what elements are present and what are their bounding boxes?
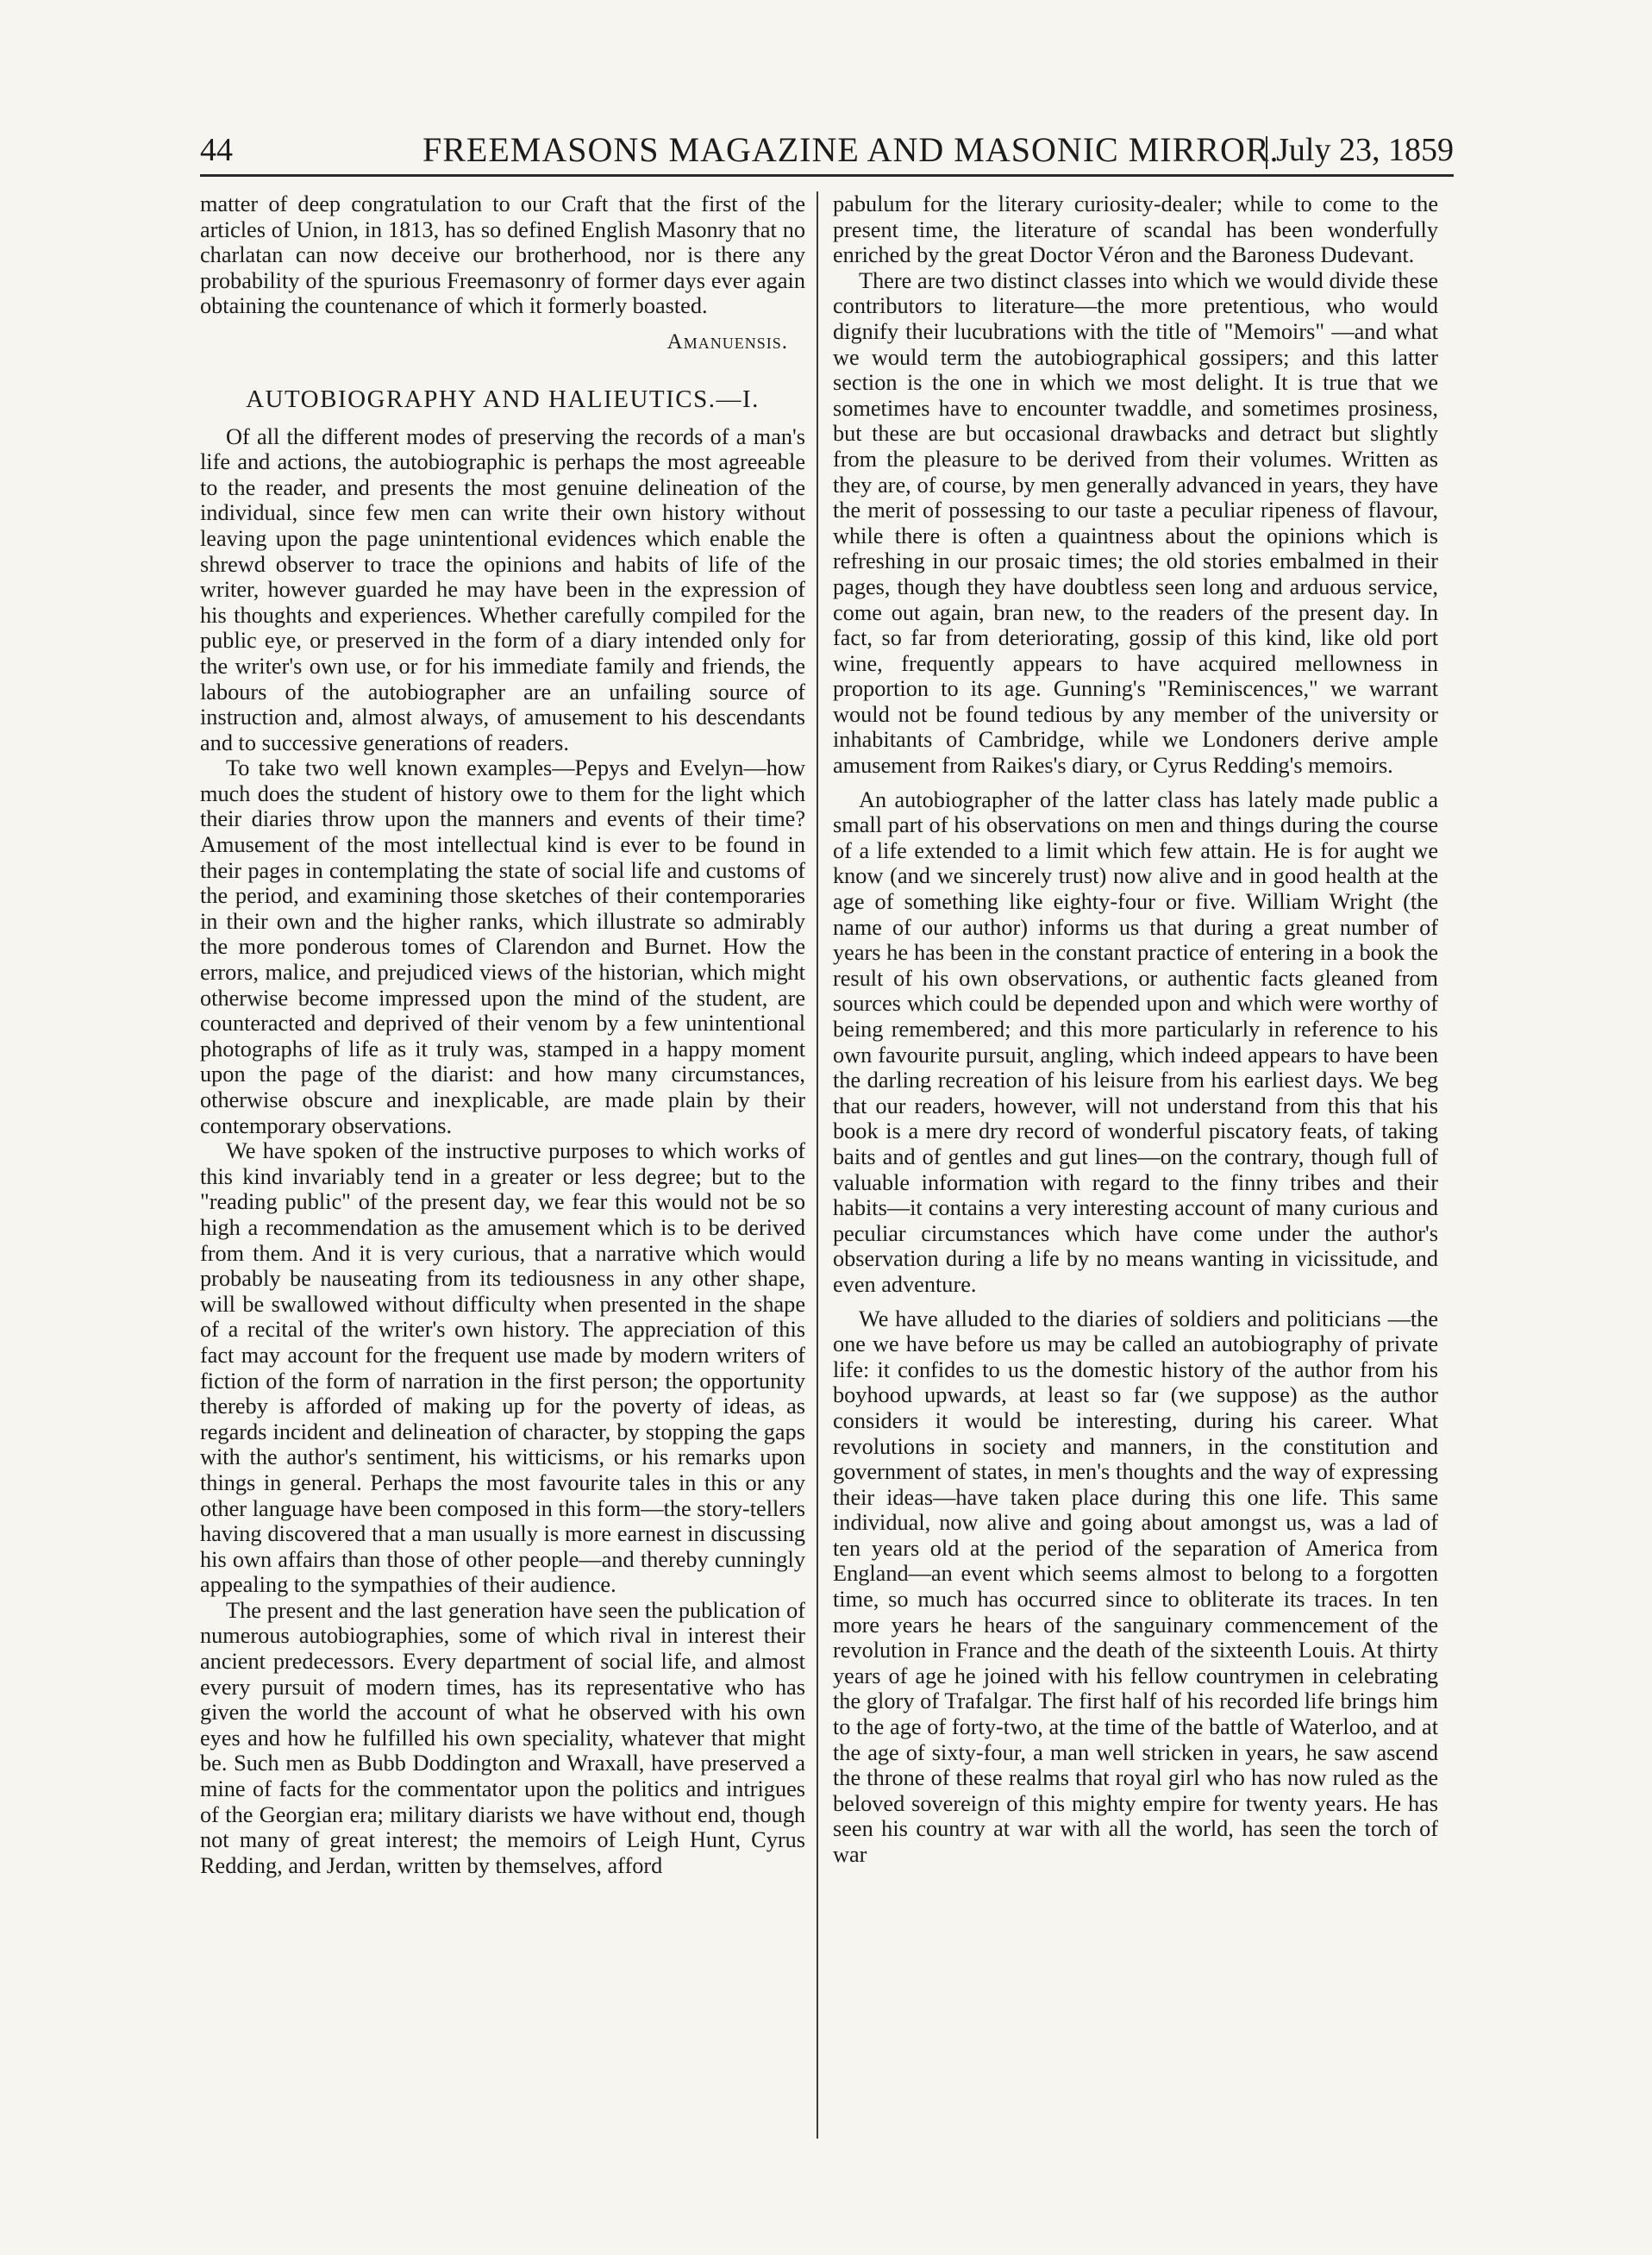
header-divider xyxy=(1266,136,1267,169)
continued-paragraph: matter of deep congratulation to our Craft that the first of the articles of Union, in 1813, has so defined English Masonry that no charlatan can now deceive our brotherhood, nor is there any probability of the spurious Freemasonry of former days ever again obtaining the countenance of which it formerly boasted. xyxy=(200,191,805,319)
issue-date: July 23, 1859 xyxy=(1276,132,1454,168)
column-divider xyxy=(817,191,818,2139)
article-paragraph: pabulum for the literary curiosity-dealer; while to come to the present time, the literature of scandal has been wonderfully enriched by the great Doctor Véron and the Baroness Dudevant. xyxy=(833,191,1438,268)
right-column xyxy=(833,191,1438,1868)
article-title: AUTOBIOGRAPHY AND HALIEUTICS.—I. xyxy=(246,385,760,413)
article-paragraph: We have spoken of the instructive purposes to which works of this kind invariably tend in a greater or less degree; but to the "reading public" of the present day, we fear this would not be so high a recommendation as the amusement which is to be derived from them. And it is very curious, that a narrative which would probably be nauseating from its tediousness in any other shape, will be swallowed without difficulty when presented in the shape of a recital of the writer's own history. The appreciation of this fact may account for the frequent use made by modern writers of fiction of the form of narration in the first person; the opportunity thereby is afforded of making up for the poverty of ideas, as regards incident and delineation of character, by stopping the gaps with the author's sentiment, his witticisms, or his remarks upon things in general. Perhaps the most favourite tales in this or any other language have been composed in this form—the story-tellers having discovered that a man usually is more earnest in discussing his own affairs than those of other people—and thereby cunningly appealing to the sympathies of their audience. xyxy=(200,1138,805,1598)
article-paragraph: We have alluded to the diaries of soldiers and politicians —the one we have before us may be called an autobiography of private life: it confides to us the domestic history of the author from his boyhood upwards, at least so far (we suppose) as the author considers it would be interesting, during his career. What revolutions in society and manners, in the constitution and government of states, in men's thoughts and the way of expressing their ideas—have taken place during this one life. This same individual, now alive and going about amongst us, was a lad of ten years old at the period of the separation of America from England—an event which seems almost to belong to a forgotten time, so much has occurred since to obliterate its traces. In ten more years he hears of the sanguinary commencement of the revolution in France and the death of the sixteenth Louis. At thirty years of age he joined with his fellow countrymen in celebrating the glory of Trafalgar. The first half of his recorded life brings him to the age of forty-two, at the time of the battle of Waterloo, and at the age of sixty-four, a man well stricken in years, he saw ascend the throne of these realms that royal girl who has now ruled as the beloved sovereign of this mighty empire for twenty years. He has seen his country at war with all the world, has seen the torch of war xyxy=(833,1306,1438,1867)
issue-date-block xyxy=(1266,131,1454,169)
article-paragraph: To take two well known examples—Pepys and Evelyn—how much does the student of history owe to them for the light which their diaries throw upon the manners and events of their time? Amusement of the most intellectual kind is ever to be found in their pages in contemplating the state of social life and customs of the period, and examining those sketches of their contemporaries in their own and the higher ranks, which illustrate so admirably the more ponderous tomes of Clarendon and Burnet. How the errors, malice, and prejudiced views of the historian, which might otherwise become impressed upon the mind of the student, are counteracted and deprived of their venom by a few unintentional photographs of life as it truly was, stamped in a happy moment upon the page of the diarist: and how many circumstances, otherwise obscure and inexplicable, are made plain by their contemporary observations. xyxy=(200,755,805,1138)
page-header xyxy=(200,126,1454,177)
article-paragraph: Of all the different modes of preserving the records of a man's life and actions, the autobiographic is perhaps the most agreeable to the reader, and presents the most genuine delineation of the individual, since few men can write their own history without leaving upon the page unintentional evidences which enable the shrewd observer to trace the opinions and habits of life of the writer, however guarded he may have been in the expression of his thoughts and experiences. Whether carefully compiled for the public eye, or preserved in the form of a diary intended only for the writer's own use, or for his immediate family and friends, the labours of the autobiographer are an unfailing source of instruction and, almost always, of amusement to his descendants and to successive generations of readers. xyxy=(200,423,805,755)
masthead-title: FREEMASONS MAGAZINE AND MASONIC MIRROR. xyxy=(422,130,1280,169)
left-column xyxy=(200,191,805,1878)
article-paragraph: The present and the last generation have seen the publication of numerous autobiographies, some of which rival in interest their ancient predecessors. Every department of social life, and almost every pursuit of modern times, has its representative who has given the world the account of what he observed with his own eyes and how he fulfilled his own speciality, whatever that might be. Such men as Bubb Doddington and Wraxall, have preserved a mine of facts for the commentator upon the politics and intrigues of the Georgian era; military diarists we have without end, though not many of great interest; the memoirs of Leigh Hunt, Cyrus Redding, and Jerdan, written by themselves, afford xyxy=(200,1597,805,1878)
article-paragraph: There are two distinct classes into which we would divide these contributors to literature—the more pretentious, who would dignify their lucubrations with the title of "Memoirs" —and what we would term the autobiographical gossipers; and this latter section is the one in which we most delight. It is true that we sometimes have to encounter twaddle, and sometimes prosiness, but these are but occasional drawbacks and detract but slightly from the pleasure to be derived from their volumes. Written as they are, of course, by men generally advanced in years, they have the merit of possessing to our taste a peculiar ripeness of flavour, while there is often a quaintness about the opinions which is refreshing in our prosaic times; the old stories embalmed in their pages, though they have doubtless seen long and arduous service, come out again, bran new, to the readers of the present day. In fact, so far from deteriorating, gossip of this kind, like old port wine, frequently appears to have acquired mellowness in proportion to its age. Gunning's "Reminiscences," we warrant would not be found tedious by any member of the university or inhabitants of Cambridge, while we Londoners derive ample amusement from Raikes's diary, or Cyrus Redding's memoirs. xyxy=(833,267,1438,779)
page-number: 44 xyxy=(200,132,233,168)
author-signature: Amanuensis. xyxy=(666,329,788,354)
article-paragraph: An autobiographer of the latter class has lately made public a small part of his observations on men and things during the course of a life extended to a limit which few attain. He is for aught we know (and we sincerely trust) now alive and in good health at the age of something like eighty-four or five. William Wright (the name of our author) informs us that during a great number of years he has been in the constant practice of entering in a book the result of his own observations, or authentic facts gleaned from sources which could be depended upon and which were worthy of being remembered; and this more particularly in reference to his own favourite pursuit, angling, which indeed appears to have been the darling recreation of his leisure from his earliest days. We beg that our readers, however, will not understand from this that his book is a mere dry record of wonderful piscatory feats, of taking baits and of gentles and gut lines—on the contrary, though full of valuable information with regard to the finny tribes and their habits—it contains a very interesting account of many curious and peculiar circumstances which have come under the author's observation during a life by no means wanting in vicissitude, and even adventure. xyxy=(833,786,1438,1297)
